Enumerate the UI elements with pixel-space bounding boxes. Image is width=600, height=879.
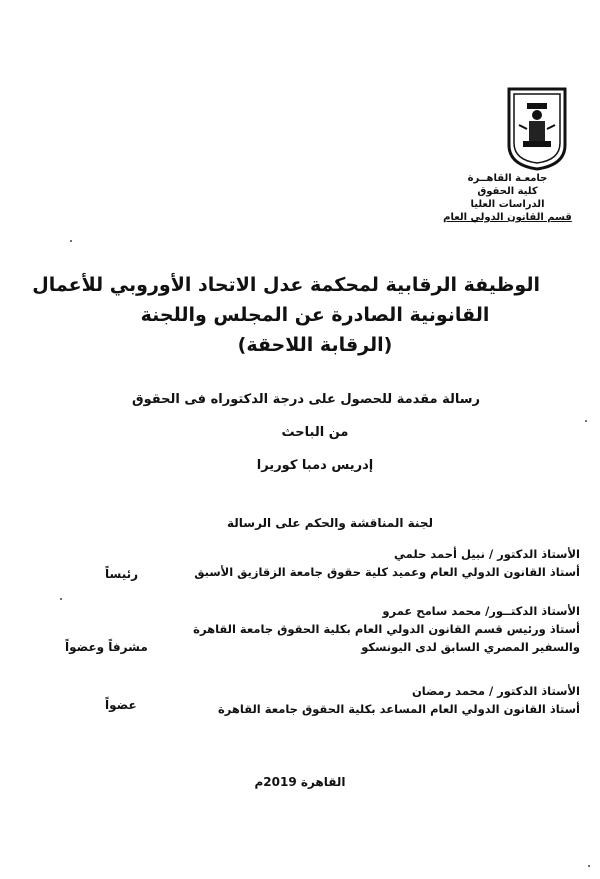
- title-line-2: القانونية الصادرة عن المجلس واللجنة: [140, 304, 490, 326]
- scan-speck: [585, 420, 587, 422]
- member-name: الأستاذ الدكتــور/ محمد سامح عمرو: [382, 604, 580, 618]
- researcher-label: من الباحث: [281, 425, 349, 440]
- cairo-university-logo: [505, 85, 569, 171]
- committee-member-1: [170, 545, 580, 581]
- member-description: أستاذ ورئيس قسم القانون الدولي العام بكلية الحقوق جامعة القاهرة: [193, 622, 580, 636]
- department-name: قسم القانون الدولي العام: [443, 212, 572, 223]
- member-role: مشرفاً وعضواً: [65, 640, 148, 654]
- member-description: أستاذ القانون الدولي العام وعميد كلية حقوق جامعة الزقازيق الأسبق: [194, 565, 580, 579]
- title-line-1: الوظيفة الرقابية لمحكمة عدل الاتحاد الأوروبي للأعمال: [32, 274, 540, 296]
- thesis-title: [32, 270, 540, 360]
- thesis-purpose: رسالة مقدمة للحصول على درجة الدكتوراه فى الحقوق: [132, 392, 480, 407]
- member-description: أستاذ القانون الدولي العام المساعد بكلية الحقوق جامعة القاهرة: [217, 702, 580, 716]
- title-line-3: (الرقابة اللاحقة): [237, 334, 393, 356]
- member-description-2: والسفير المصري السابق لدى اليونسكو: [361, 640, 580, 654]
- committee-member-2: [170, 602, 580, 656]
- scan-speck: [588, 865, 590, 867]
- researcher-name: إدريس دمبا كوريرا: [256, 458, 374, 473]
- committee-member-3: [170, 682, 580, 718]
- university-name: جامعـة القاهــرة: [467, 173, 548, 184]
- place-and-date: القاهرة 2019م: [254, 775, 346, 789]
- member-role: عضواً: [105, 698, 137, 712]
- university-header: [420, 172, 595, 224]
- committee-heading: لجنة المناقشة والحكم على الرسالة: [227, 516, 433, 530]
- member-name: الأستاذ الدكتور / محمد رمضان: [411, 684, 580, 698]
- member-role: رئيساً: [105, 567, 139, 581]
- scan-speck: [70, 240, 72, 242]
- faculty-name: كلية الحقوق: [477, 186, 538, 197]
- member-name: الأستاذ الدكتور / نبيل أحمد حلمي: [394, 547, 580, 561]
- graduate-studies: الدراسات العليا: [470, 199, 545, 210]
- scan-speck: [60, 598, 62, 600]
